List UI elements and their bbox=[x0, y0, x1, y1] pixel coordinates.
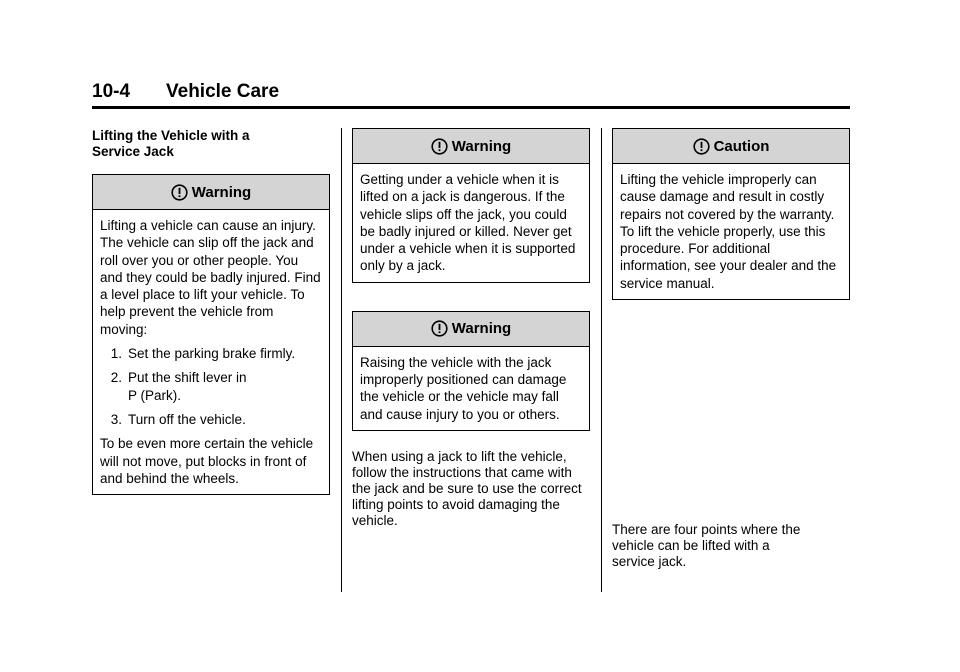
column-left bbox=[92, 128, 330, 495]
warning-box bbox=[92, 174, 330, 495]
step-number: 2. bbox=[110, 370, 122, 386]
warning-icon bbox=[431, 138, 448, 155]
caution-icon bbox=[693, 138, 710, 155]
section-title: Vehicle Care bbox=[166, 81, 280, 102]
warning-icon bbox=[431, 320, 448, 337]
list-item bbox=[100, 411, 323, 428]
warning-title: Warning bbox=[451, 137, 512, 155]
body-paragraph: When using a jack to lift the vehicle, follow the instructions that came with the jack and be sure to use the correct lifting points to avoid damaging the vehicle. bbox=[352, 448, 582, 528]
step-text: Turn off the vehicle. bbox=[128, 411, 246, 427]
warning-header bbox=[353, 312, 589, 347]
warning-body bbox=[353, 347, 589, 430]
steps-list bbox=[100, 345, 323, 428]
list-item bbox=[100, 345, 323, 362]
step-text: Set the parking brake firmly. bbox=[128, 346, 296, 362]
caution-box bbox=[612, 128, 850, 300]
list-item bbox=[100, 369, 323, 404]
warning-title: Warning bbox=[191, 183, 252, 201]
warning-icon bbox=[171, 184, 188, 201]
caution-text: Lifting the vehicle improperly can cause damage and result in costly repairs not covered by the warranty. To lift the vehicle properly, use this procedure. For additional information, see your dealer and the service manual. bbox=[620, 172, 837, 291]
step-number: 3. bbox=[110, 411, 122, 427]
caution-body bbox=[613, 164, 849, 299]
warning-outro: To be even more certain the vehicle will not move, put blocks in front of and behind the wheels. bbox=[100, 436, 314, 486]
page-number: 10-4 bbox=[92, 81, 131, 102]
caution-header bbox=[613, 129, 849, 164]
warning-header bbox=[353, 129, 589, 164]
column-right bbox=[612, 128, 850, 569]
caution-title: Caution bbox=[713, 137, 770, 155]
column-divider bbox=[341, 128, 342, 592]
warning-header bbox=[93, 175, 329, 210]
column-divider bbox=[601, 128, 602, 592]
column-middle bbox=[352, 128, 590, 529]
warning-box bbox=[352, 128, 590, 283]
warning-intro: Lifting a vehicle can cause an injury. The vehicle can slip off the jack and roll over you or other people. You and they could be badly injured. Find a level place to lift your vehicle. To help prevent the vehicle from moving: bbox=[100, 218, 321, 337]
step-number: 1. bbox=[110, 346, 122, 362]
page-header bbox=[92, 80, 850, 109]
subheading: Lifting the Vehicle with a Service Jack bbox=[92, 128, 250, 159]
warning-text: Getting under a vehicle when it is lifted on a jack is dangerous. If the vehicle slips off the jack, you could be badly injured or killed. Never get under a vehicle when it is supported only by a jack. bbox=[360, 172, 576, 274]
warning-body bbox=[93, 210, 329, 494]
warning-body bbox=[353, 164, 589, 282]
warning-text: Raising the vehicle with the jack improperly positioned can damage the vehicle or the vehicle may fall and cause injury to you or others. bbox=[360, 354, 567, 422]
step-text: Put the shift lever in P (Park). bbox=[128, 370, 247, 403]
warning-title: Warning bbox=[451, 320, 512, 338]
body-paragraph: There are four points where the vehicle can be lifted with a service jack. bbox=[612, 522, 801, 569]
warning-box bbox=[352, 311, 590, 431]
